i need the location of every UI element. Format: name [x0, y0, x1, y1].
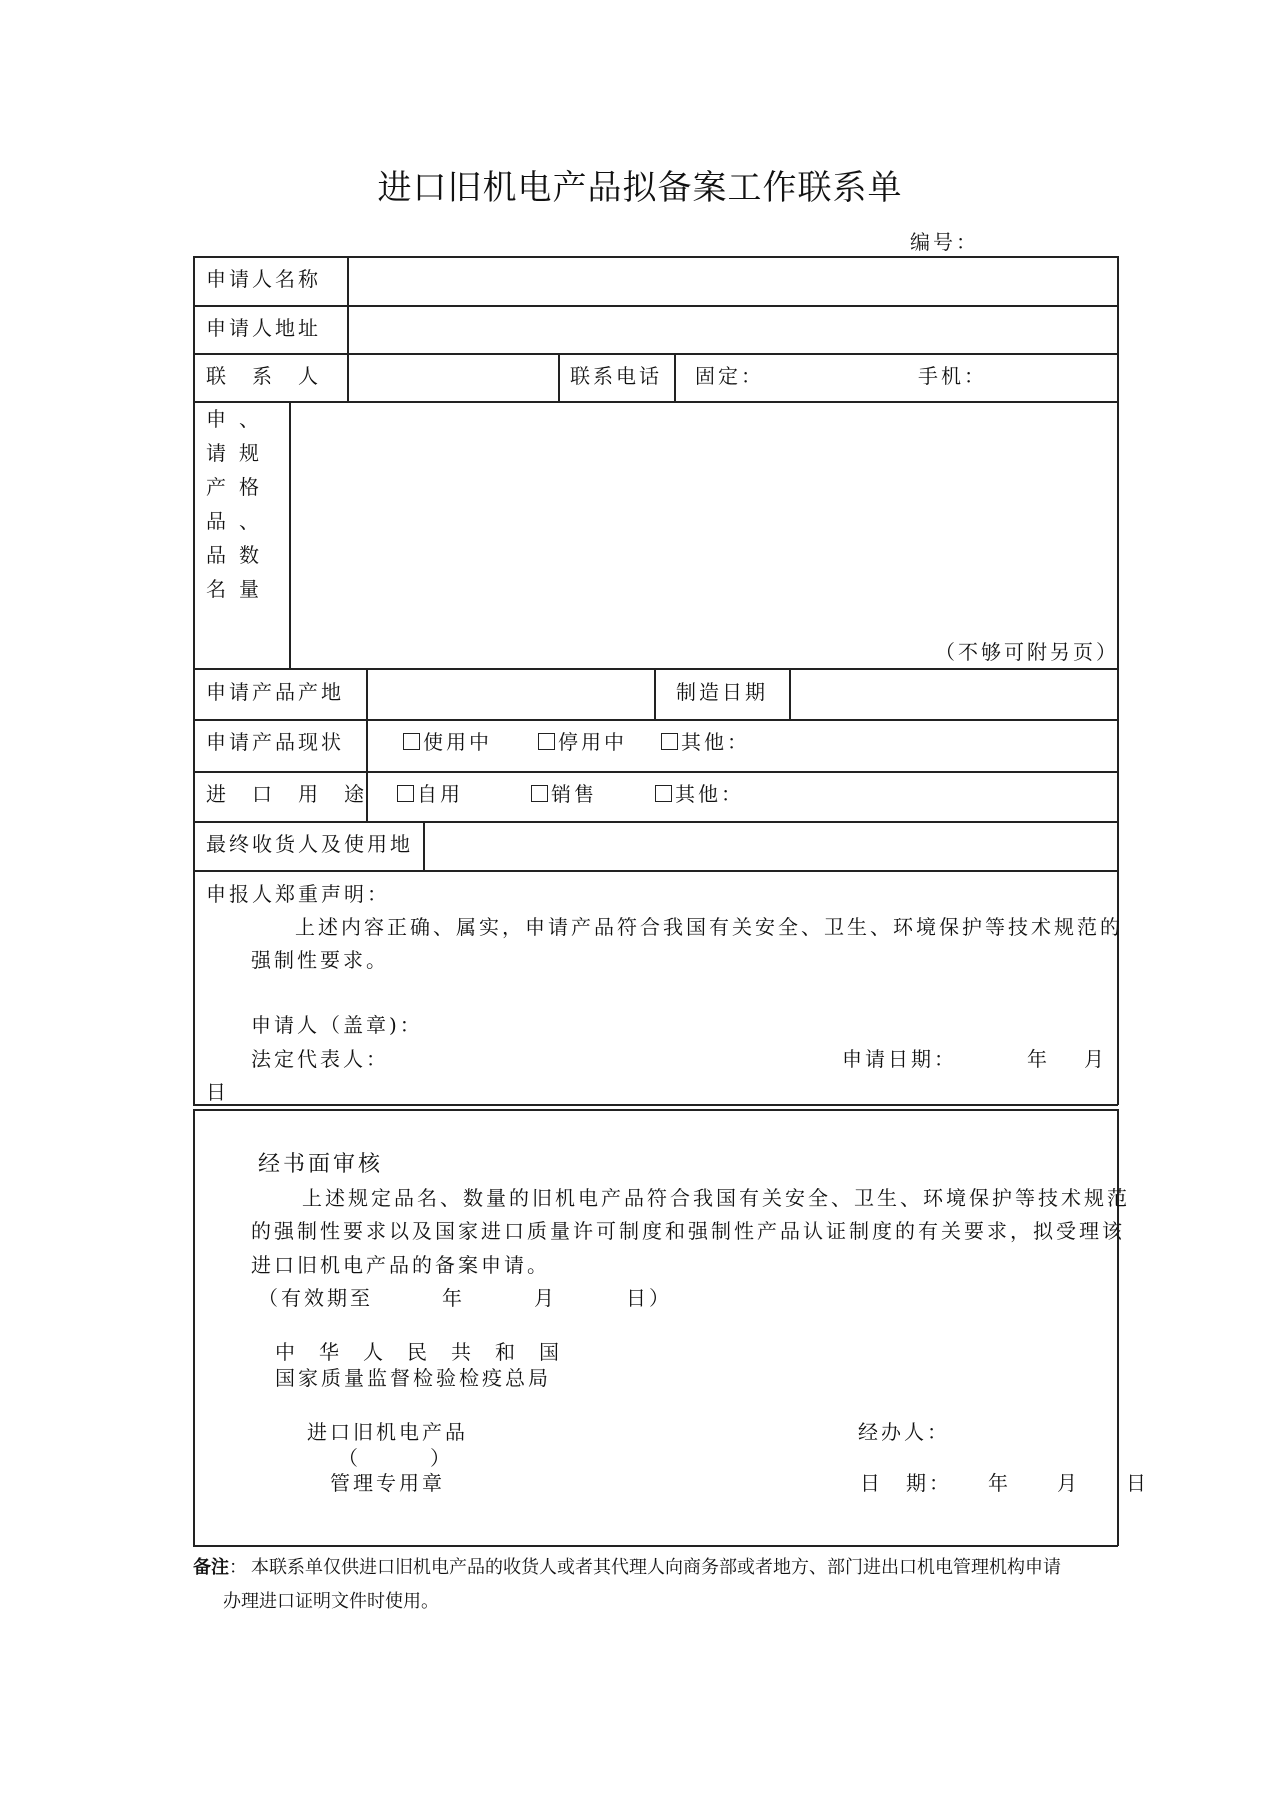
remark-label: 备注 [193, 1557, 229, 1578]
applicant-name-label: 申请人名称 [206, 267, 321, 291]
remark-colon: ： [229, 1557, 247, 1578]
contact-phone-label: 联系电话 [570, 364, 662, 388]
seal-line-1: 进口旧机电产品 [307, 1420, 468, 1444]
purpose-option-other[interactable]: 其他： [655, 778, 744, 807]
date-day-label: 日 [206, 1080, 229, 1104]
remark-text-line-2: 办理进口证明文件时使用。 [223, 1591, 439, 1612]
applicant-address-field[interactable] [350, 307, 1116, 352]
seal-line-3: 管理专用章 [330, 1471, 445, 1495]
checkbox-icon[interactable] [661, 733, 678, 750]
validity-period: （有效期至 年 月 日） [258, 1286, 672, 1310]
checkbox-icon[interactable] [538, 733, 555, 750]
applicant-seal-label: 申请人（盖章)： [251, 1013, 423, 1037]
review-text-line-3: 进口旧机电产品的备案申请。 [251, 1253, 550, 1277]
purpose-option-sale[interactable]: 销售 [531, 778, 597, 807]
landline-field[interactable] [760, 355, 910, 400]
legal-representative-label: 法定代表人： [251, 1047, 389, 1071]
applicant-address-label: 申请人地址 [206, 316, 321, 340]
remark-block [193, 1553, 247, 1579]
status-option-in-use[interactable]: 使用中 [403, 726, 492, 755]
specification-vertical-label: 、 规 格 、 数 量 [239, 407, 259, 601]
mobile-label: 手机： [918, 364, 987, 388]
manufacture-date-field[interactable] [792, 670, 1116, 718]
checkbox-icon[interactable] [403, 733, 420, 750]
product-name-vertical-label: 申 请 产 品 品 名 [206, 407, 226, 601]
handler-label: 经办人： [858, 1420, 950, 1444]
checkbox-icon[interactable] [397, 785, 414, 802]
page-title: 进口旧机电产品拟备案工作联系单 [377, 168, 903, 208]
remark-text-line-1: 本联系单仅供进口旧机电产品的收货人或者其代理人向商务部或者地方、部门进出口机电管理机构申请 [251, 1557, 1061, 1578]
product-status-label: 申请产品现状 [206, 730, 344, 754]
status-option-out-of-use[interactable]: 停用中 [538, 726, 627, 755]
date-year-label: 年 [1027, 1047, 1050, 1071]
review-text-line-2: 的强制性要求以及国家进口质量许可制度和强制性产品认证制度的有关要求，拟受理该 [251, 1219, 1125, 1243]
contact-person-label: 联 系 人 [206, 364, 321, 388]
declaration-text-line-2: 强制性要求。 [251, 948, 389, 972]
applicant-name-field[interactable] [350, 258, 1116, 304]
review-heading: 经书面审核 [258, 1152, 384, 1177]
declaration-heading: 申报人郑重声明： [206, 882, 390, 906]
status-option-other[interactable]: 其他： [661, 726, 750, 755]
declaration-text-line-1: 上述内容正确、属实，申请产品符合我国有关安全、卫生、环境保护等技术规范的 [295, 915, 1123, 939]
date-month-label: 月 [1084, 1047, 1107, 1071]
checkbox-icon[interactable] [531, 785, 548, 802]
contact-person-field[interactable] [350, 355, 556, 400]
mobile-field[interactable] [990, 355, 1115, 400]
manufacture-date-label: 制造日期 [676, 680, 768, 704]
country-name: 中 华 人 民 共 和 国 [275, 1340, 561, 1364]
final-consignee-field[interactable] [426, 823, 1116, 869]
checkbox-icon[interactable] [655, 785, 672, 802]
attach-extra-page-note: （不够可附另页） [935, 640, 1119, 664]
product-origin-field[interactable] [369, 670, 652, 718]
review-date-label: 日 期： 年 月 日 [860, 1471, 1149, 1495]
serial-number-label: 编号： [910, 230, 979, 254]
review-text-line-1: 上述规定品名、数量的旧机电产品符合我国有关安全、卫生、环境保护等技术规范 [302, 1186, 1130, 1210]
application-date-label: 申请日期： [842, 1047, 957, 1071]
seal-line-2: （ ） [338, 1446, 453, 1470]
landline-label: 固定： [695, 364, 764, 388]
product-spec-field[interactable] [292, 403, 1116, 633]
purpose-option-self-use[interactable]: 自用 [397, 778, 463, 807]
product-origin-label: 申请产品产地 [206, 680, 344, 704]
agency-name: 国家质量监督检验检疫总局 [275, 1366, 551, 1390]
final-consignee-label: 最终收货人及使用地 [206, 832, 413, 856]
import-purpose-label: 进 口 用 途 [206, 782, 367, 806]
